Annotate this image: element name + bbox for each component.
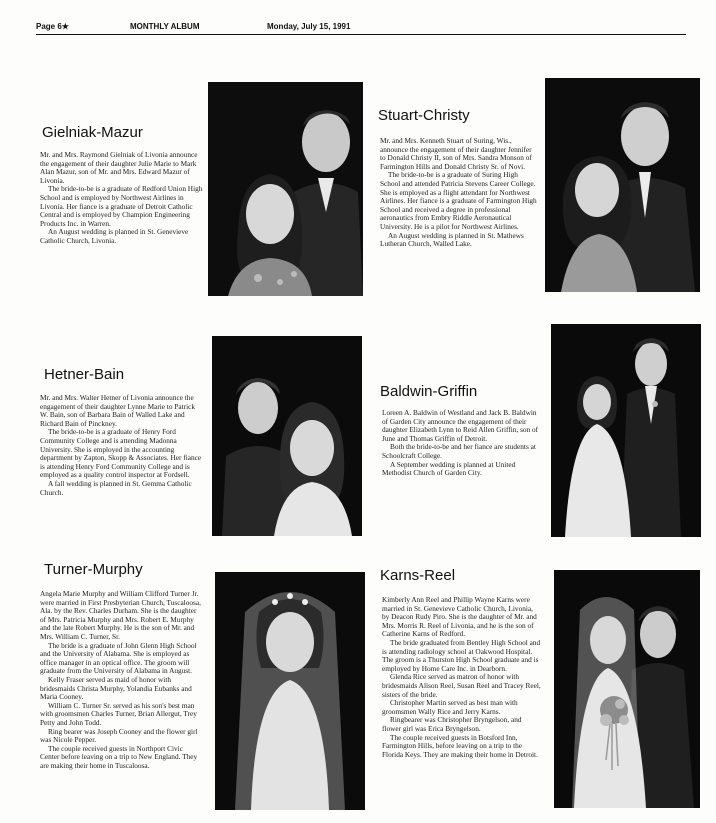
paragraph: Christopher Martin served as best man with groomsmen Wally Rice and Jerry Karns. bbox=[382, 698, 518, 716]
couple-photo-stuart-christy bbox=[545, 78, 700, 292]
article-stuart-christy bbox=[380, 137, 538, 289]
paragraph: Ringbearer was Christopher Bryngelson, and flower girl was Erica Bryngelson. bbox=[382, 715, 522, 733]
article-baldwin-griffin bbox=[382, 409, 540, 479]
headline-turner-murphy: Turner-Murphy bbox=[44, 561, 143, 578]
paragraph: William C. Turner Sr. served as his son's best man with groomsmen Charles Turner, Brian Allergut, Trey Petty and John Todd. bbox=[40, 700, 197, 727]
paragraph: Kelly Fraser served as maid of honor with bridesmaids Christa Murphy, Yolandia Eubanks and Maria Cooney. bbox=[40, 674, 192, 702]
headline-gielniak-mazur: Gielniak-Mazur bbox=[42, 124, 143, 141]
article-hetner-bain bbox=[40, 394, 202, 522]
paragraph: The bride-to-be is a graduate of Redford Union High School and is employed by Northwest Airlines in Livonia. Her fiance is a graduate of Detroit Catholic Central and is employed by Champion Engineering Products Inc. in Warren. bbox=[40, 184, 203, 228]
publication-date: Monday, July 15, 1991 bbox=[267, 22, 351, 31]
paragraph: Kimberly Ann Reel and Phillip Wayne Karns were married in St. Genevieve Catholic Church, Livonia, by Deacon Rudy Piro. She is the daughter of Mr. and Mrs. Morris R. Reel of Livonia, and he is the son of Catherine Karns of Redford. bbox=[382, 596, 537, 639]
couple-photo-baldwin-griffin bbox=[551, 324, 701, 537]
headline-hetner-bain: Hetner-Bain bbox=[44, 366, 125, 383]
paragraph: Angela Marie Murphy and William Clifford Turner Jr. were married in First Presbyterian Church, Tuscaloosa, Ala. by the Rev. Charles Durham. She is the daughter of Mrs. Patricia Murphy and Mrs. Robert E. Murphy and the late Robert Murphy. He is the son of Mr. and Mrs. William C. Turner, Sr. bbox=[40, 590, 201, 641]
couple-photo-hetner-bain bbox=[212, 336, 362, 536]
paragraph: Mr. and Mrs. Kenneth Stuart of Suring, Wis., announce the engagement of their daughter Jennifer to Donald Christy II, son of Mrs. Sandra Monson of Farmington Hills and Donald Christy Sr. of Novi. bbox=[380, 137, 532, 171]
paragraph: The couple received guests in Northport Civic Center before leaving on a trip to New England. They are making their home in Tuscaloosa. bbox=[40, 743, 198, 770]
paragraph: An August wedding is planned in St. Genevieve Catholic Church, Livonia. bbox=[40, 227, 189, 245]
paragraph: The bride is a graduate of John Glenn High School and the University of Alabama. She is employed as office manager in an optical office. The groom will graduate from the University of Alabama in August. bbox=[40, 640, 197, 676]
bride-photo-turner-murphy bbox=[215, 572, 365, 810]
article-turner-murphy bbox=[40, 590, 203, 818]
paragraph: The bride-to-be is a graduate of Henry Ford Community College and is attending Madonna University. She is employed in the accounting department by Zapton, Skopp & Associates. Her fiance is attending Henry Ford Community College and is employed as a quality control inspector at Fordsell. bbox=[40, 427, 202, 480]
headline-karns-reel: Karns-Reel bbox=[380, 567, 456, 584]
paragraph: Loreen A. Baldwin of Westland and Jack B. Baldwin of Garden City announce the engagement of their daughter Elizabeth Lynn to Reid Allen Griffin, son of June and Thomas Griffin of Detroit. bbox=[382, 409, 539, 443]
paragraph: A fall wedding is planned in St. Gemma Catholic Church. bbox=[40, 478, 192, 497]
paragraph: Both the bride-to-be and her fiance are students at Schoolcraft College. bbox=[382, 442, 536, 460]
couple-photo-gielniak-mazur bbox=[208, 82, 363, 296]
paragraph: A September wedding is planned at United Methodist Church of Garden City. bbox=[382, 459, 516, 478]
couple-photo-karns-reel bbox=[554, 570, 700, 808]
headline-baldwin-griffin: Baldwin-Griffin bbox=[380, 383, 478, 400]
paragraph: Mr. and Mrs. Raymond Gielniak of Livonia announce the engagement of their daughter Julie Marie to Mark Alan Mazur, son of Mr. and Mrs. Edward Mazur of Livonia. bbox=[40, 151, 198, 185]
paragraph: The bride graduated from Bentley High School and is attending radiology school at Oakwood Hospital. The groom is a Thurston High School graduate and is employed by Home Care Inc. in Dearborn. bbox=[382, 637, 541, 673]
paragraph: Ring bearer was Joseph Cooney and the flower girl was Nicole Pepper. bbox=[40, 726, 198, 745]
paragraph: The bride-to-be is a graduate of Suring High School and attended Patricia Stevens Career College. She is employed as a flight attendant for Northwest Airlines. Her fiance is a graduate of Farmington High School and received a degree in professional aeronautics from Embry Riddle Aeronautical University. He is a pilot for Northwest Airlines. bbox=[380, 170, 537, 231]
paragraph: An August wedding is planned in St. Mathews Lutheran Church, Walled Lake. bbox=[380, 230, 524, 249]
page-header bbox=[36, 20, 686, 35]
paragraph: Glenda Rice served as matron of honor with bridesmaids Alison Reel, Susan Reel and Tracey Reel, sisters of the bride. bbox=[382, 672, 541, 699]
section-title: MONTHLY ALBUM bbox=[130, 22, 200, 31]
article-gielniak-mazur bbox=[40, 151, 203, 266]
paragraph: The couple received guests in Botsford Inn, Farmington Hills, before leaving on a trip to the Florida Keys. They are making their home in Detroit. bbox=[382, 732, 538, 759]
headline-stuart-christy: Stuart-Christy bbox=[378, 107, 470, 124]
article-karns-reel bbox=[382, 596, 542, 818]
paragraph: Mr. and Mrs. Walter Hetner of Livonia announce the engagement of their daughter Lynne Marie to Patrick W. Bain, son of Barbara Bain of Walled Lake and Richard Bain of Pinckney. bbox=[40, 394, 196, 428]
page-number: Page 6★ bbox=[36, 22, 69, 31]
